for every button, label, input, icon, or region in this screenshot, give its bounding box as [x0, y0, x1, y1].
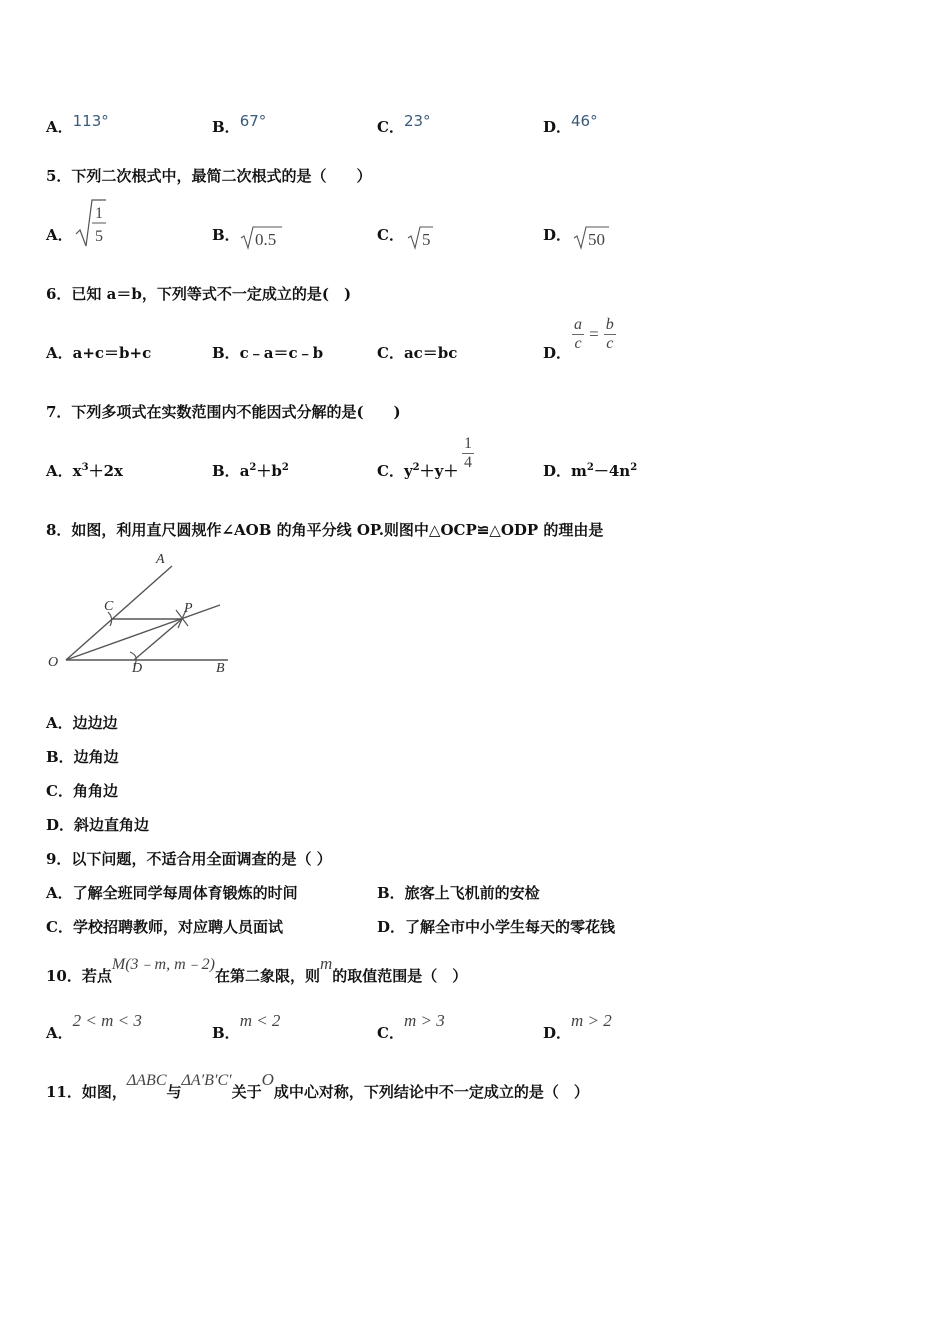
q11-triangle-abc-prime: ΔA′B′C′	[181, 1072, 232, 1089]
q5-option-d-radical	[573, 224, 611, 250]
q8-option-b: B．边角边	[46, 748, 119, 766]
angle-bisector-figure	[46, 548, 236, 678]
q5-option-a-denominator: 5	[95, 228, 103, 245]
q5-option-b-value: 0.5	[255, 230, 277, 249]
q5-option-a: A．	[46, 226, 73, 244]
q5-option-b-radical	[240, 224, 284, 250]
q7-option-c: C．$y^2+y+$	[377, 462, 459, 480]
q8-option-c: C．角角边	[46, 782, 118, 800]
segment-dp	[134, 619, 182, 660]
q9-option-c: C．学校招聘教师，对应聘人员面试	[46, 918, 283, 936]
q8-option-d: D．斜边直角边	[46, 816, 150, 834]
q6-option-a: A．a+c＝b+c	[46, 344, 152, 362]
q6-option-d-equation: $\frac{a}{c}$ = $\frac{b}{c}$	[574, 316, 614, 352]
q8-option-a: A．边边边	[46, 714, 118, 732]
q4-option-b: B．67°	[212, 112, 267, 136]
q7-option-c-fraction: $\frac{1}{4}$	[464, 435, 472, 471]
q10-option-b: B．m < 2	[212, 1011, 281, 1042]
ray-oa	[66, 566, 172, 660]
arc-mark-c	[108, 612, 112, 626]
label-o: O	[48, 655, 59, 670]
q6-stem: 6．已知 a＝b，下列等式不一定成立的是( )	[46, 285, 352, 303]
q5-option-a-numerator: 1	[95, 205, 103, 222]
q6-right-fraction: $\frac{b}{c}$	[605, 316, 614, 352]
label-c: C	[104, 599, 114, 614]
q9-option-a: A．了解全班同学每周体育锻炼的时间	[46, 884, 298, 902]
q9-stem: 9．以下问题，不适合用全面调查的是（ ）	[46, 850, 332, 868]
q11-center: O	[261, 1070, 274, 1089]
q6-option-d-label: D．	[543, 344, 572, 362]
q6-option-c: C．ac＝bc	[377, 344, 458, 362]
q5-option-c-label: C．	[377, 226, 404, 244]
q7-option-b: B．$a^2+b^2$	[212, 462, 289, 480]
label-b: B	[216, 661, 225, 676]
q5-option-c-radical	[407, 224, 435, 250]
q11-triangle-abc: ΔABC	[126, 1072, 167, 1089]
q5-option-c-value: 5	[422, 230, 431, 249]
q10-option-a: A．2 < m < 3	[46, 1011, 142, 1042]
q10-option-d: D．m > 2	[543, 1011, 612, 1042]
q10-option-c: C．m > 3	[377, 1011, 445, 1042]
label-p: P	[184, 601, 193, 616]
q9-option-d: D．了解全市中小学生每天的零花钱	[377, 918, 616, 936]
label-d: D	[132, 661, 143, 676]
q10-var: m	[320, 954, 333, 973]
q5-option-d-value: 50	[588, 230, 605, 249]
q4-option-d: D．46°	[543, 112, 598, 136]
q5-option-a-radical	[74, 196, 108, 250]
q7-option-a: A．$x^3+2x$	[46, 462, 123, 480]
q10-stem: 10．若点M(3﹣m, m﹣2)在第二象限，则m的取值范围是（ ）	[46, 954, 468, 985]
q5-option-d-label: D．	[543, 226, 572, 244]
q7-stem: 7．下列多项式在实数范围内不能因式分解的是( )	[46, 403, 401, 421]
q6-left-fraction: $\frac{a}{c}$	[574, 316, 582, 352]
q6-option-b: B．c﹣a＝c﹣b	[212, 344, 324, 362]
q7-option-d: D．$m^2-4n^2$	[543, 462, 638, 480]
q11-stem: 11．如图，ΔABC与ΔA′B′C′关于O成中心对称，下列结论中不一定成立的是（ ）	[46, 1070, 589, 1101]
q9-option-b: B．旅客上飞机前的安检	[377, 884, 540, 902]
q5-stem: 5．下列二次根式中，最简二次根式的是（ ）	[46, 167, 372, 185]
label-a: A	[156, 552, 165, 567]
q5-option-b-label: B．	[212, 226, 240, 244]
q8-stem: 8．如图，利用直尺圆规作∠AOB 的角平分线 OP.则图中△OCP≌△ODP 的理由是	[46, 521, 604, 539]
q4-option-c: C．23°	[377, 112, 431, 136]
q10-point: M(3﹣m, m﹣2)	[111, 956, 215, 973]
q4-option-a: A．113°	[46, 112, 109, 136]
